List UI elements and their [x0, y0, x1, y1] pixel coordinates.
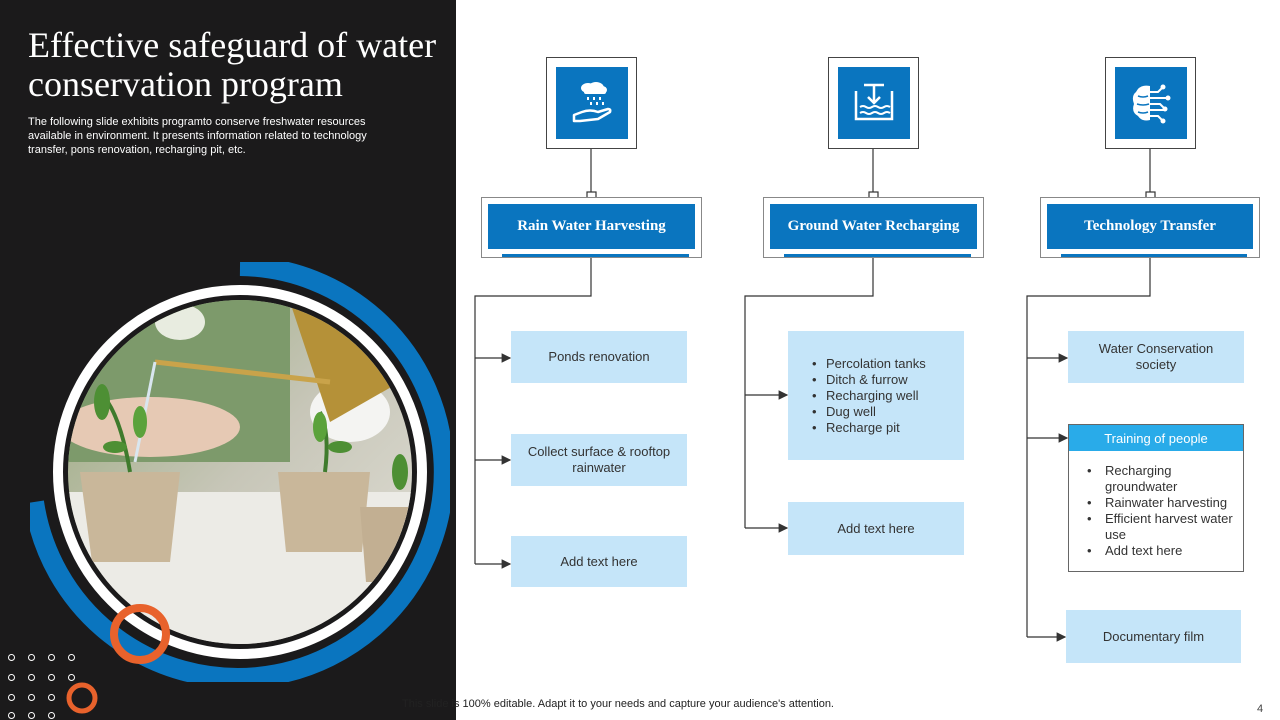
page-number: 4 [1257, 703, 1264, 715]
header-label: Rain Water Harvesting [488, 204, 695, 249]
rain-hand-icon-frame [546, 57, 637, 149]
list-item: • Dug well [810, 404, 926, 420]
list-item: • Percolation tanks [810, 356, 926, 372]
item-collect-rainwater: Collect surface & rooftop rainwater [511, 434, 687, 486]
list-item: • Recharging groundwater [1085, 463, 1233, 495]
header-label: Technology Transfer [1047, 204, 1253, 249]
item-add-text: Add text here [511, 536, 687, 587]
slide-description: The following slide exhibits programto conserve freshwater resources available in environment. It presents information related to technology transfer, pons renovation, recharging pit, etc. [28, 116, 367, 156]
item-water-conservation-society: Water Conservation society [1068, 331, 1244, 383]
water-tank-icon [838, 67, 910, 139]
left-panel [0, 0, 456, 720]
list-item: • Ditch & furrow [810, 372, 926, 388]
footer-note: This slide is 100% editable. Adapt it to your needs and capture your audience's attention. [402, 698, 834, 710]
brain-circuit-icon [1115, 67, 1187, 139]
list-item: • Recharging well [810, 388, 926, 404]
brain-circuit-icon-frame [1105, 57, 1196, 149]
plant-photo-circle [30, 262, 450, 682]
list-item: • Recharge pit [810, 420, 926, 436]
header-technology-transfer [1040, 197, 1260, 258]
item-add-text: Add text here [788, 502, 964, 555]
header-ground-water-recharging [763, 197, 984, 258]
list-item: • Add text here [1085, 543, 1233, 559]
orange-ring-small [64, 680, 100, 716]
item-documentary-film: Documentary film [1066, 610, 1241, 663]
item-ponds-renovation: Ponds renovation [511, 331, 687, 383]
water-tank-icon-frame [828, 57, 919, 149]
recharge-methods-list [788, 331, 964, 460]
header-label: Ground Water Recharging [770, 204, 977, 249]
list-item: • Rainwater harvesting [1085, 495, 1233, 511]
header-rain-water-harvesting [481, 197, 702, 258]
rain-hand-icon [556, 67, 628, 139]
slide-title: Effective safeguard of water conservation program [28, 25, 437, 104]
list-item: • Efficient harvest water use [1085, 511, 1233, 543]
training-of-people-box [1068, 424, 1244, 572]
training-title: Training of people [1069, 425, 1243, 451]
